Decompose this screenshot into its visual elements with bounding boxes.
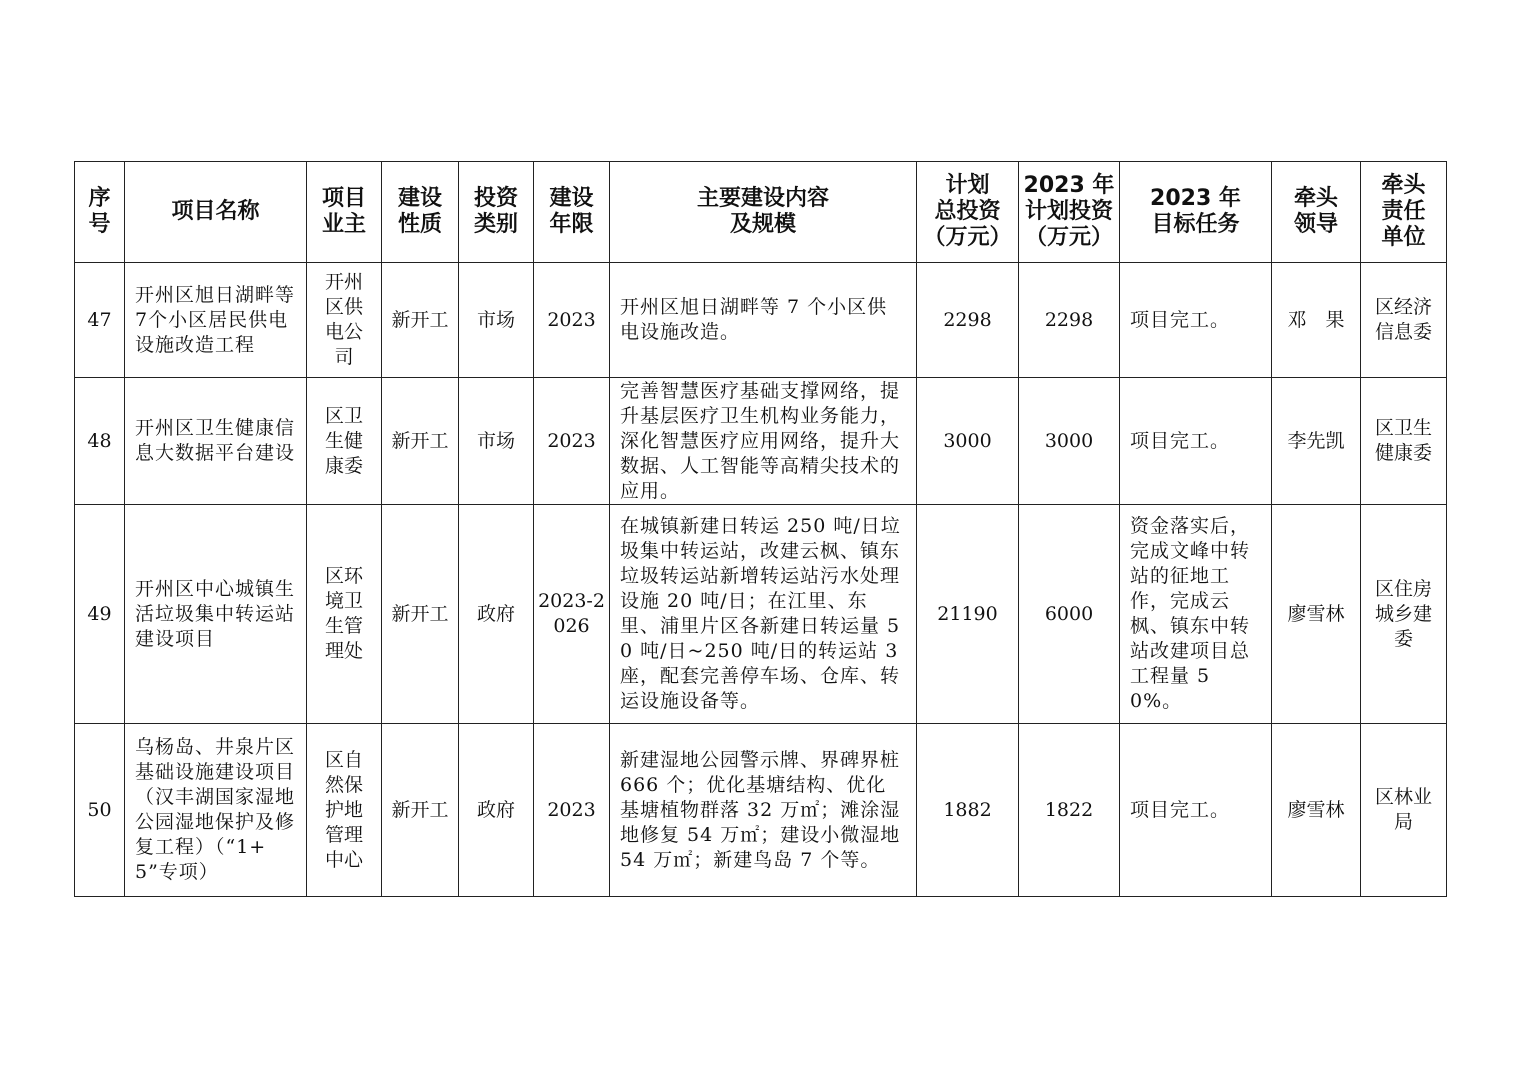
- cell-2023-task: 项目完工。: [1120, 263, 1272, 378]
- header-total-investment: 计划 总投资 （万元）: [917, 162, 1019, 263]
- cell-leader: 廖雪林: [1272, 724, 1361, 897]
- cell-period: 2023: [534, 724, 610, 897]
- header-responsible-unit: 牵头 责任 单位: [1361, 162, 1447, 263]
- cell-project-name: 乌杨岛、井泉片区基础设施建设项目（汉丰湖国家湿地公园湿地保护及修复工程）（“1+5”专项）: [125, 724, 307, 897]
- cell-category: 政府: [459, 724, 534, 897]
- cell-2023-investment: 6000: [1019, 505, 1120, 724]
- cell-period: 2023: [534, 263, 610, 378]
- table-row: [75, 505, 1447, 724]
- cell-nature: 新开工: [382, 505, 459, 724]
- table-row: [75, 263, 1447, 378]
- cell-content: 开州区旭日湖畔等 7 个小区供电设施改造。: [610, 263, 917, 378]
- header-owner: 项目 业主: [307, 162, 382, 263]
- table-row: [75, 378, 1447, 505]
- cell-owner: 区卫生健康委: [307, 378, 382, 505]
- cell-total-investment: 2298: [917, 263, 1019, 378]
- cell-responsible-unit: 区住房城乡建委: [1361, 505, 1447, 724]
- cell-2023-task: 资金落实后，完成文峰中转站的征地工作，完成云枫、镇东中转站改建项目总工程量 50%。: [1120, 505, 1272, 724]
- cell-responsible-unit: 区经济信息委: [1361, 263, 1447, 378]
- cell-2023-task: 项目完工。: [1120, 724, 1272, 897]
- cell-2023-investment: 3000: [1019, 378, 1120, 505]
- cell-category: 政府: [459, 505, 534, 724]
- cell-responsible-unit: 区林业局: [1361, 724, 1447, 897]
- cell-project-name: 开州区卫生健康信息大数据平台建设: [125, 378, 307, 505]
- project-table-page: [74, 161, 1446, 897]
- cell-seq: 49: [75, 505, 125, 724]
- cell-period: 2023-2026: [534, 505, 610, 724]
- cell-seq: 47: [75, 263, 125, 378]
- cell-project-name: 开州区中心城镇生活垃圾集中转运站建设项目: [125, 505, 307, 724]
- cell-project-name: 开州区旭日湖畔等7个小区居民供电设施改造工程: [125, 263, 307, 378]
- header-category: 投资 类别: [459, 162, 534, 263]
- cell-total-investment: 3000: [917, 378, 1019, 505]
- table-row: [75, 724, 1447, 897]
- project-table: [74, 161, 1447, 897]
- cell-nature: 新开工: [382, 263, 459, 378]
- cell-category: 市场: [459, 378, 534, 505]
- header-content: 主要建设内容 及规模: [610, 162, 917, 263]
- header-seq: 序 号: [75, 162, 125, 263]
- header-period: 建设 年限: [534, 162, 610, 263]
- cell-content: 在城镇新建日转运 250 吨/日垃圾集中转运站，改建云枫、镇东垃圾转运站新增转运站污水处理设施 20 吨/日；在江里、东里、浦里片区各新建日转运量 50 吨/日~250 吨/日的转运站 3 座，配套完善停车场、仓库、转运设施设备等。: [610, 505, 917, 724]
- cell-seq: 48: [75, 378, 125, 505]
- cell-owner: 开州区供电公司: [307, 263, 382, 378]
- cell-total-investment: 21190: [917, 505, 1019, 724]
- header-2023-investment: 2023 年 计划投资 （万元）: [1019, 162, 1120, 263]
- table-header-row: [75, 162, 1447, 263]
- cell-nature: 新开工: [382, 378, 459, 505]
- cell-total-investment: 1882: [917, 724, 1019, 897]
- cell-period: 2023: [534, 378, 610, 505]
- cell-nature: 新开工: [382, 724, 459, 897]
- cell-owner: 区自然保护地管理中心: [307, 724, 382, 897]
- header-leader: 牵头 领导: [1272, 162, 1361, 263]
- cell-leader: 李先凯: [1272, 378, 1361, 505]
- header-project-name: 项目名称: [125, 162, 307, 263]
- cell-responsible-unit: 区卫生健康委: [1361, 378, 1447, 505]
- header-nature: 建设 性质: [382, 162, 459, 263]
- cell-category: 市场: [459, 263, 534, 378]
- cell-content: 完善智慧医疗基础支撑网络，提升基层医疗卫生机构业务能力，深化智慧医疗应用网络，提升大数据、人工智能等高精尖技术的应用。: [610, 378, 917, 505]
- cell-2023-task: 项目完工。: [1120, 378, 1272, 505]
- cell-2023-investment: 2298: [1019, 263, 1120, 378]
- cell-2023-investment: 1822: [1019, 724, 1120, 897]
- cell-seq: 50: [75, 724, 125, 897]
- header-2023-task: 2023 年 目标任务: [1120, 162, 1272, 263]
- cell-leader: 邓 果: [1272, 263, 1361, 378]
- cell-owner: 区环境卫生管理处: [307, 505, 382, 724]
- cell-content: 新建湿地公园警示牌、界碑界桩 666 个；优化基塘结构、优化基塘植物群落 32 万㎡；滩涂湿地修复 54 万㎡；建设小微湿地 54 万㎡；新建鸟岛 7 个等。: [610, 724, 917, 897]
- cell-leader: 廖雪林: [1272, 505, 1361, 724]
